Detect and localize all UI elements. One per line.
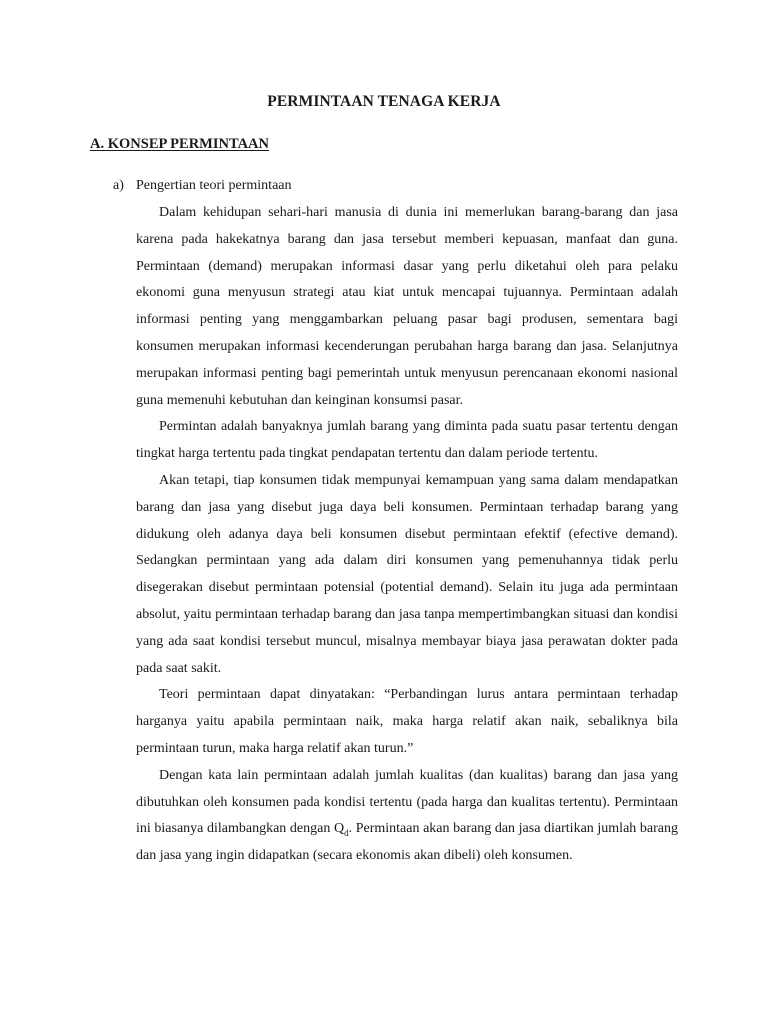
section-heading: A. KONSEP PERMINTAAN [90,136,269,152]
paragraph: Akan tetapi, tiap konsumen tidak mempunyai kemampuan yang sama dalam mendapatkan barang dan jasa yang disebut juga daya beli konsumen. Permintaan terhadap barang yang didukung oleh adanya daya beli konsumen disebut permintaan efektif (efective demand). Sedangkan permintaan yang ada dalam diri konsumen yang pemenuhannya tidak perlu disegerakan disebut permintaan potensial (potential demand). Selain itu juga ada permintaan absolut, yaitu permintaan terhadap barang dan jasa tanpa mempertimbangkan situasi dan kondisi yang ada saat kondisi tersebut muncul, misalnya membayar biaya jasa perawatan dokter pada pada saat sakit. [136,472,678,676]
body-text [136,200,678,870]
page-title: PERMINTAAN TENAGA KERJA [267,93,501,110]
paragraph [136,763,678,870]
paragraph: Dalam kehidupan sehari-hari manusia di dunia ini memerlukan barang-barang dan jasa karena pada hakekatnya barang dan jasa tersebut memberi kepuasan, manfaat dan guna. Permintaan (demand) merupakan informasi dasar yang perlu diketahui oleh para pelaku ekonomi guna menyusun strategi atau kiat untuk mencapai tujuannya. Permintaan adalah informasi penting yang menggambarkan peluang pasar bagi produsen, sementara bagi konsumen merupakan informasi kecenderungan perubahan harga barang dan jasa. Selanjutnya merupakan informasi penting bagi pemerintah untuk menyusun perencanaan ekonomi nasional guna memenuhi kebutuhan dan keinginan konsumsi pasar. [136,205,678,408]
list-marker: a) [113,178,124,193]
subitem-label: Pengertian teori permintaan [136,178,292,193]
paragraph: Permintan adalah banyaknya jumlah barang yang diminta pada suatu pasar tertentu dengan tingkat harga tertentu pada tingkat pendapatan tertentu dan dalam periode tertentu. [136,419,678,462]
subscript: d [344,828,349,839]
paragraph-text: . Permintaan akan barang dan jasa diartikan jumlah barang dan jasa yang ingin didapatkan (secara ekonomis akan dibeli) oleh konsumen. [136,821,678,864]
subitem-heading [113,178,292,194]
paragraph-text: Dengan kata lain permintaan adalah jumlah kualitas (dan kualitas) barang dan jasa yang dibutuhkan oleh konsumen pada kondisi tertentu (pada harga dan kualitas tertentu). Permintaan ini biasanya dilambangkan dengan Q [136,767,678,837]
paragraph: Teori permintaan dapat dinyatakan: “Perbandingan lurus antara permintaan terhadap harganya yaitu apabila permintaan naik, maka harga relatif akan naik, sebaliknya bila permintaan turun, maka harga relatif akan turun.” [136,687,678,756]
